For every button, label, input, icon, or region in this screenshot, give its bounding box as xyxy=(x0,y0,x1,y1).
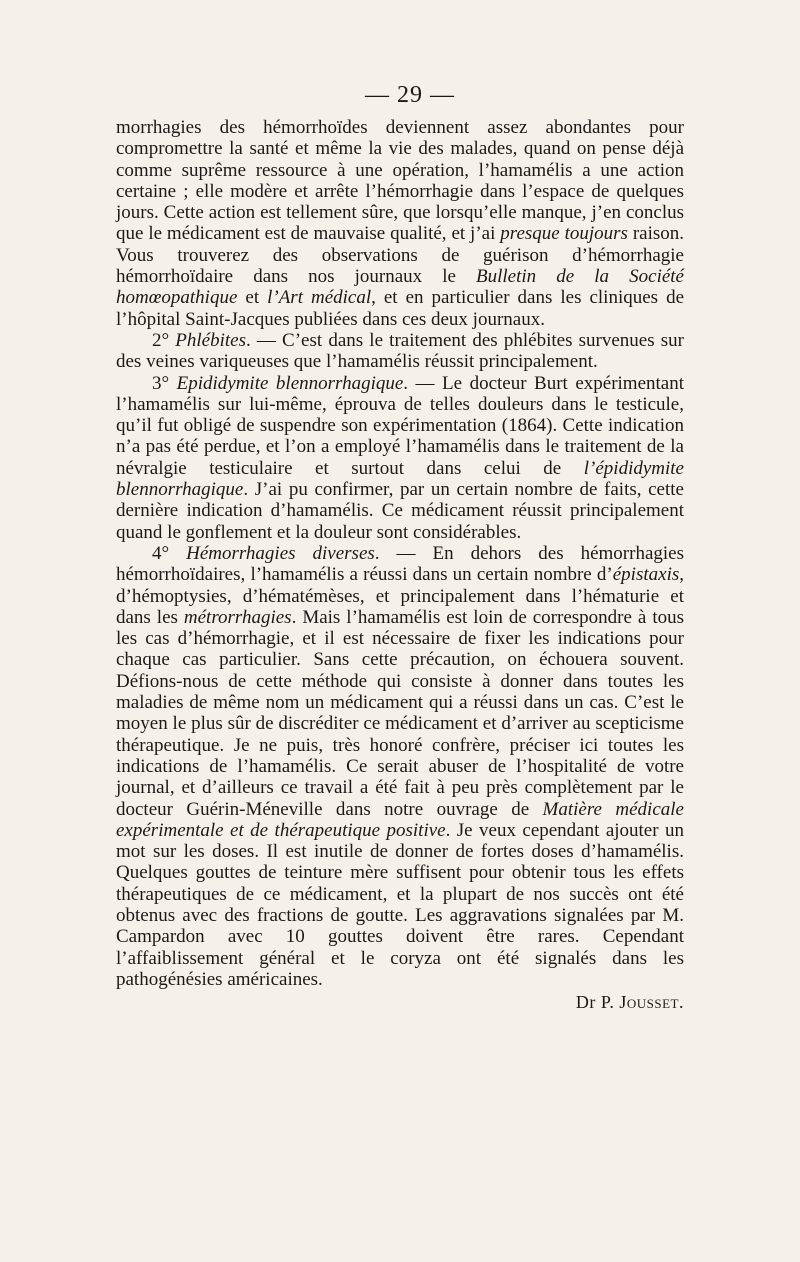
text-run: . — En dehors des hémorrhagies hémorrhoïdaires, l’hamamélis a réussi dans un certain nombre d’ xyxy=(116,542,684,586)
text-run: raison. Vous trouverez des observations de guérison d’hémorrhagie hémorrhoïdaire dans nos journaux le xyxy=(116,223,685,288)
text-run: . — Le docteur Burt expérimentant l’hamamélis sur lui-même, éprouva de telles douleurs dans le testicule, qu’il fut obligé de suspendre son expérimentation (1864). Cette indication n’a pas été perdue, et l’on a employé l’hamamélis dans le traitement de la névralgie testiculaire et surtout dans celui de xyxy=(116,372,685,479)
body-text xyxy=(116,117,684,990)
text-run: et xyxy=(237,287,268,309)
document-page xyxy=(116,82,684,1013)
section-heading: Hémorrhagies diverses xyxy=(186,542,375,564)
italic-run: Bulletin de la Société homœopathique xyxy=(116,266,684,309)
text-run: , et en particulier dans les cliniques de l’hôpital Saint-Jacques publiées dans ces deux journaux. xyxy=(116,287,684,330)
text-run: , d’hémoptysies, d’hématémèses, et principalement dans l’hématurie et dans les xyxy=(116,564,684,628)
author-signature xyxy=(116,992,684,1013)
italic-run: l’épididymite blennorrhagique xyxy=(116,457,684,501)
text-run: . Je veux cependant ajouter un mot sur les doses. Il est inutile de donner de fortes doses d’hamamélis. Quelques gouttes de teinture mère suffisent pour obtenir tous les effets thérapeutiques de ce médicament, et la plupart de nos succès ont été obtenus avec des fractions de goutte. Les aggravations signalées par M. Campardon avec 10 gouttes doivent être rares. Cependant l’affaiblissement général et le coryza ont été signalés dans les pathogénésies américaines. xyxy=(116,819,684,990)
text-run: . — C’est dans le traitement des phlébites survenues sur des veines variqueuses que l’hamamélis réussit principalement. xyxy=(116,329,684,373)
text-run: 2° xyxy=(152,329,176,351)
signature-prefix: Dr P. xyxy=(575,992,620,1013)
paragraph xyxy=(116,330,684,373)
paragraph xyxy=(116,543,684,990)
section-heading: Phlébites xyxy=(175,329,246,351)
page-number: — 29 — xyxy=(365,82,455,108)
signature-name: Jousset. xyxy=(619,992,684,1013)
paragraph xyxy=(116,373,684,543)
section-heading: Epididymite blennorrhagique xyxy=(176,372,404,394)
text-run: morrhagies des hémorrhoïdes deviennent assez abondantes pour compromettre la santé et même la vie des malades, quand on pense déjà comme suprême ressource à une opération, l’hamamélis a une action certaine ; elle modère et arrête l’hémorrhagie dans l’espace de quelques jours. Cette action est tellement sûre, que lorsqu’elle manque, j’en conclus que le médicament est de mauvaise qualité, et j’ai xyxy=(116,117,684,245)
italic-run: presque toujours xyxy=(500,223,628,245)
italic-run: épistaxis xyxy=(612,564,680,586)
book-title: Matière médicale expérimentale et de thérapeutique positive xyxy=(116,798,684,841)
paragraph xyxy=(116,117,684,330)
text-run: 3° xyxy=(152,372,177,394)
text-run: 4° xyxy=(152,542,187,564)
text-run: . Mais l’hamamélis est loin de correspondre à tous les cas d’hémorrhagie, et il est nécessaire de fixer les indications pour chaque cas particulier. Sans cette précaution, on échouera souvent. Défions-nous de cette méthode qui consiste à donner dans toutes les maladies de même nom un médicament qui a réussi dans un cas. C’est le moyen le plus sûr de discréditer ce médicament et d’arriver au scepticisme thérapeutique. Je ne puis, très honoré confrère, préciser ici toutes les indications de l’hamamélis. Ce serait abuser de l’hospitalité de votre journal, et d’ailleurs ce travail a été fait à peu près complètement par le docteur Guérin-Méneville dans notre ouvrage de xyxy=(116,606,684,820)
text-run: . J’ai pu confirmer, par un certain nombre de faits, cette dernière indication d’hamamélis. Ce médicament réussit principalement quand le gonflement et la douleur sont considérables. xyxy=(116,479,684,543)
italic-run: métrorrhagies xyxy=(183,606,292,628)
italic-run: l’Art médical xyxy=(267,287,372,309)
